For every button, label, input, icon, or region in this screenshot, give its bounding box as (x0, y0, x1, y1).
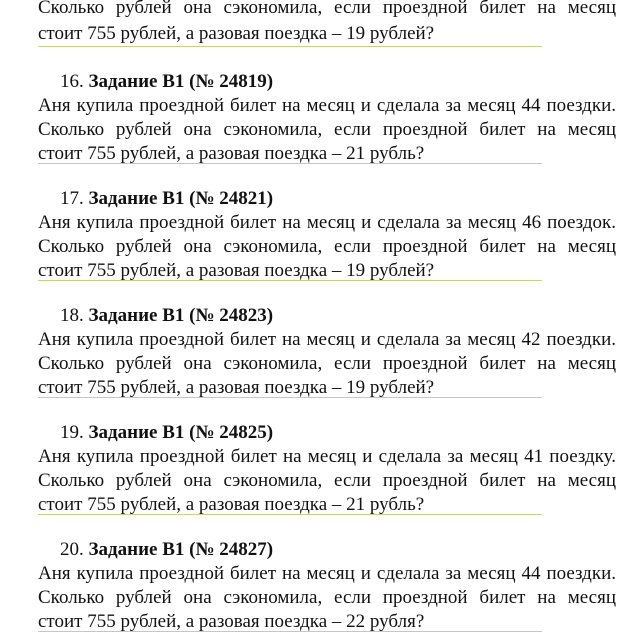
task-20-line-3: стоит 755 рублей, а разовая поездка – 22 рубля? (38, 611, 425, 632)
task-16-line-1: Аня купила проездной билет на месяц и сделала за месяц 44 поездки. (38, 95, 616, 116)
task-separator (38, 631, 542, 632)
task-separator (38, 397, 542, 398)
task-19-number: 19. (60, 422, 84, 443)
task-separator (38, 514, 542, 515)
task-16-header (60, 70, 273, 94)
task-17-line-1: Аня купила проездной билет на месяц и сделала за месяц 46 поездок. (38, 212, 616, 233)
task-17-title: Задание B1 (№ 24821) (88, 188, 274, 209)
task-separator (38, 163, 542, 164)
task-17-number: 17. (60, 188, 84, 209)
task-19-line-1: Аня купила проездной билет на месяц и сделала за месяц 41 поездку. (38, 446, 616, 467)
task-15-line-2: Сколько рублей она сэкономила, если проездной билет на месяц (38, 0, 616, 18)
task-18-number: 18. (60, 305, 84, 326)
task-17-line-3: стоит 755 рублей, а разовая поездка – 19 рублей? (38, 260, 435, 281)
task-20-line-1: Аня купила проездной билет на месяц и сделала за месяц 44 поездки. (38, 563, 616, 584)
task-18-header (60, 304, 273, 328)
task-18-title: Задание B1 (№ 24823) (88, 305, 274, 326)
task-19-line-3: стоит 755 рублей, а разовая поездка – 21 рубль? (38, 494, 425, 515)
task-20-header (60, 538, 273, 562)
task-17-line-2: Сколько рублей она сэкономила, если проездной билет на месяц (38, 236, 616, 257)
task-19-title: Задание B1 (№ 24825) (88, 422, 274, 443)
task-20-number: 20. (60, 539, 84, 560)
task-20-title: Задание B1 (№ 24827) (88, 539, 274, 560)
task-19-line-2: Сколько рублей она сэкономила, если проездной билет на месяц (38, 470, 616, 491)
task-17-header (60, 187, 273, 211)
task-separator (38, 280, 542, 281)
task-18-line-1: Аня купила проездной билет на месяц и сделала за месяц 42 поездки. (38, 329, 616, 350)
task-15-line-3: стоит 755 рублей, а разовая поездка – 19 рублей? (38, 23, 435, 44)
task-19-header (60, 421, 273, 445)
task-separator (38, 46, 542, 47)
task-16-number: 16. (60, 71, 84, 92)
task-16-line-3: стоит 755 рублей, а разовая поездка – 21 рубль? (38, 143, 425, 164)
task-18-line-2: Сколько рублей она сэкономила, если проездной билет на месяц (38, 353, 616, 374)
task-20-line-2: Сколько рублей она сэкономила, если проездной билет на месяц (38, 587, 616, 608)
task-16-line-2: Сколько рублей она сэкономила, если проездной билет на месяц (38, 119, 616, 140)
task-18-line-3: стоит 755 рублей, а разовая поездка – 19 рублей? (38, 377, 435, 398)
task-16-title: Задание B1 (№ 24819) (88, 71, 274, 92)
